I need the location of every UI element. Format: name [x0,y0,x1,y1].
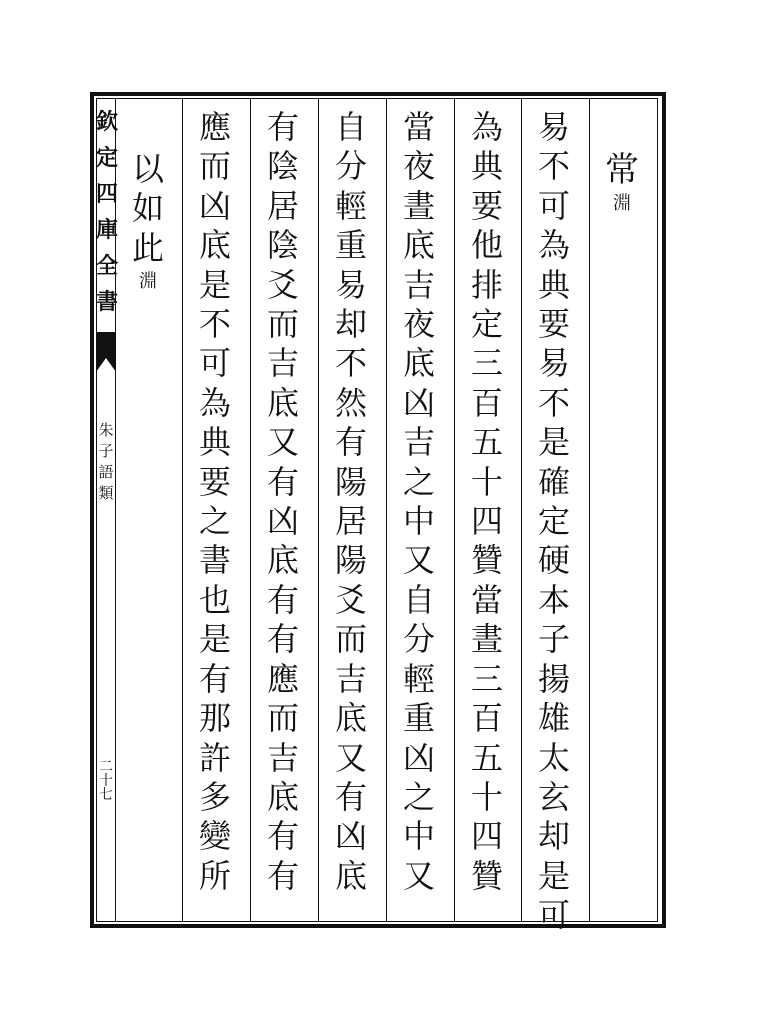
text-char: 多 [198,777,231,816]
text-char: 定 [537,502,570,541]
text-column-7 [185,108,245,896]
text-char: 可 [198,344,231,383]
fish-tail-notch [96,358,116,372]
text-char: 凶 [198,186,231,225]
text-char: 是 [198,620,231,659]
text-char: 是 [537,856,570,895]
text-char: 子 [537,620,570,659]
text-char: 而 [266,305,299,344]
text-column-1 [592,150,652,218]
text-char: 要 [198,462,231,501]
text-char: 夜 [402,305,435,344]
text-char: 而 [198,147,231,186]
margin-char: 子 [98,442,114,460]
text-char: 自 [334,108,367,146]
text-char: 陽 [334,462,367,501]
margin-char: 類 [98,484,114,502]
annotation-note: 淵 [139,271,157,293]
text-char: 揚 [537,659,570,698]
text-char: 贊 [470,856,503,895]
text-char: 分 [334,147,367,186]
text-char: 不 [334,344,367,383]
column-divider [589,98,590,922]
fish-tail-mark [96,332,116,358]
text-char: 有 [266,856,299,895]
text-char: 當 [402,108,435,146]
text-char: 硬 [537,541,570,580]
margin-char: 定 [96,145,119,171]
text-char: 底 [334,699,367,738]
text-char: 贊 [470,541,503,580]
text-column-8 [118,150,178,296]
text-char: 十 [470,777,503,816]
text-char: 爻 [266,265,299,304]
text-char: 有 [266,817,299,856]
text-char: 吉 [266,738,299,777]
text-char: 十 [470,462,503,501]
text-char: 然 [334,383,367,422]
text-char: 有 [266,580,299,619]
text-char: 可 [537,896,570,935]
text-char: 晝 [470,620,503,659]
text-char: 也 [198,580,231,619]
text-char: 輕 [334,186,367,225]
text-char: 之 [402,777,435,816]
text-char: 太 [537,738,570,777]
text-char: 之 [402,462,435,501]
text-char: 又 [402,541,435,580]
text-char: 五 [470,423,503,462]
text-char: 他 [470,226,503,265]
text-char: 五 [470,738,503,777]
text-char: 百 [470,383,503,422]
text-char: 凶 [266,502,299,541]
text-char: 為 [470,108,503,146]
text-char: 應 [266,659,299,698]
text-char: 有 [266,620,299,659]
book-title [96,420,116,504]
text-char: 夜 [402,147,435,186]
text-char: 重 [334,226,367,265]
text-char: 典 [537,265,570,304]
text-char: 此 [131,228,164,267]
text-char: 玄 [537,777,570,816]
text-char: 不 [537,383,570,422]
text-char: 陽 [334,541,367,580]
text-char: 是 [537,423,570,462]
text-char: 却 [334,305,367,344]
text-char: 有 [334,423,367,462]
text-char: 分 [402,620,435,659]
text-char: 自 [402,580,435,619]
text-char: 有 [266,108,299,146]
text-char: 易 [334,265,367,304]
text-char: 陰 [266,147,299,186]
text-char: 底 [402,344,435,383]
text-column-2 [524,108,584,936]
text-char: 易 [537,108,570,146]
collection-title [96,104,119,320]
text-char: 居 [334,502,367,541]
text-char: 變 [198,817,231,856]
text-char: 那 [198,699,231,738]
text-char: 底 [198,226,231,265]
text-char: 雄 [537,699,570,738]
text-char: 之 [198,502,231,541]
text-char: 為 [198,383,231,422]
text-char: 有 [266,462,299,501]
text-char: 要 [470,186,503,225]
text-char: 凶 [402,383,435,422]
text-char: 要 [537,305,570,344]
text-char: 底 [266,541,299,580]
text-char: 當 [470,580,503,619]
text-char: 常 [605,150,639,190]
text-char: 四 [470,502,503,541]
text-char: 吉 [402,265,435,304]
margin-char: 四 [96,181,119,207]
margin-char: 七 [99,787,113,803]
text-char: 而 [266,699,299,738]
text-char: 底 [402,226,435,265]
text-char: 所 [198,856,231,895]
text-char: 底 [334,856,367,895]
text-char: 為 [537,226,570,265]
column-divider [318,98,319,922]
margin-char: 全 [96,253,119,279]
column-divider [250,98,251,922]
text-char: 底 [266,777,299,816]
text-char: 排 [470,265,503,304]
text-char: 可 [537,186,570,225]
text-char: 晝 [402,186,435,225]
text-char: 吉 [334,659,367,698]
text-char: 爻 [334,580,367,619]
text-char: 四 [470,817,503,856]
text-char: 不 [537,147,570,186]
text-char: 是 [198,265,231,304]
text-char: 百 [470,699,503,738]
column-divider [454,98,455,922]
annotation-note: 淵 [613,193,631,214]
text-char: 吉 [402,423,435,462]
text-char: 重 [402,699,435,738]
text-char: 如 [131,189,164,228]
text-char: 又 [402,856,435,895]
text-char: 易 [537,344,570,383]
column-divider [182,98,183,922]
text-char: 本 [537,580,570,619]
text-char: 典 [198,423,231,462]
text-char: 陰 [266,226,299,265]
text-char: 吉 [266,344,299,383]
margin-char: 書 [96,289,119,315]
text-char: 底 [266,383,299,422]
text-char: 應 [198,108,231,146]
text-char: 有 [198,659,231,698]
text-char: 三 [470,344,503,383]
text-char: 輕 [402,659,435,698]
text-char: 又 [334,738,367,777]
text-char: 居 [266,186,299,225]
margin-char: 欽 [96,109,119,135]
text-char: 而 [334,620,367,659]
text-column-3 [457,108,517,896]
text-char: 三 [470,659,503,698]
margin-char: 庫 [96,217,119,243]
margin-char: 十 [99,773,113,789]
text-char: 典 [470,147,503,186]
margin-char: 二 [99,759,113,775]
text-column-5 [321,108,381,896]
text-char: 不 [198,305,231,344]
text-char: 却 [537,817,570,856]
column-divider [386,98,387,922]
margin-char: 語 [98,463,114,481]
text-char: 凶 [402,738,435,777]
text-char: 中 [402,502,435,541]
text-column-4 [389,108,449,896]
text-char: 凶 [334,817,367,856]
page-number [96,760,116,802]
margin-char: 朱 [98,421,114,439]
text-char: 許 [198,738,231,777]
text-char: 定 [470,305,503,344]
text-char: 又 [266,423,299,462]
text-char: 中 [402,817,435,856]
text-char: 書 [198,541,231,580]
text-char: 以 [131,150,164,188]
text-char: 確 [537,462,570,501]
column-divider [521,98,522,922]
text-column-6 [253,108,313,896]
text-char: 有 [334,777,367,816]
